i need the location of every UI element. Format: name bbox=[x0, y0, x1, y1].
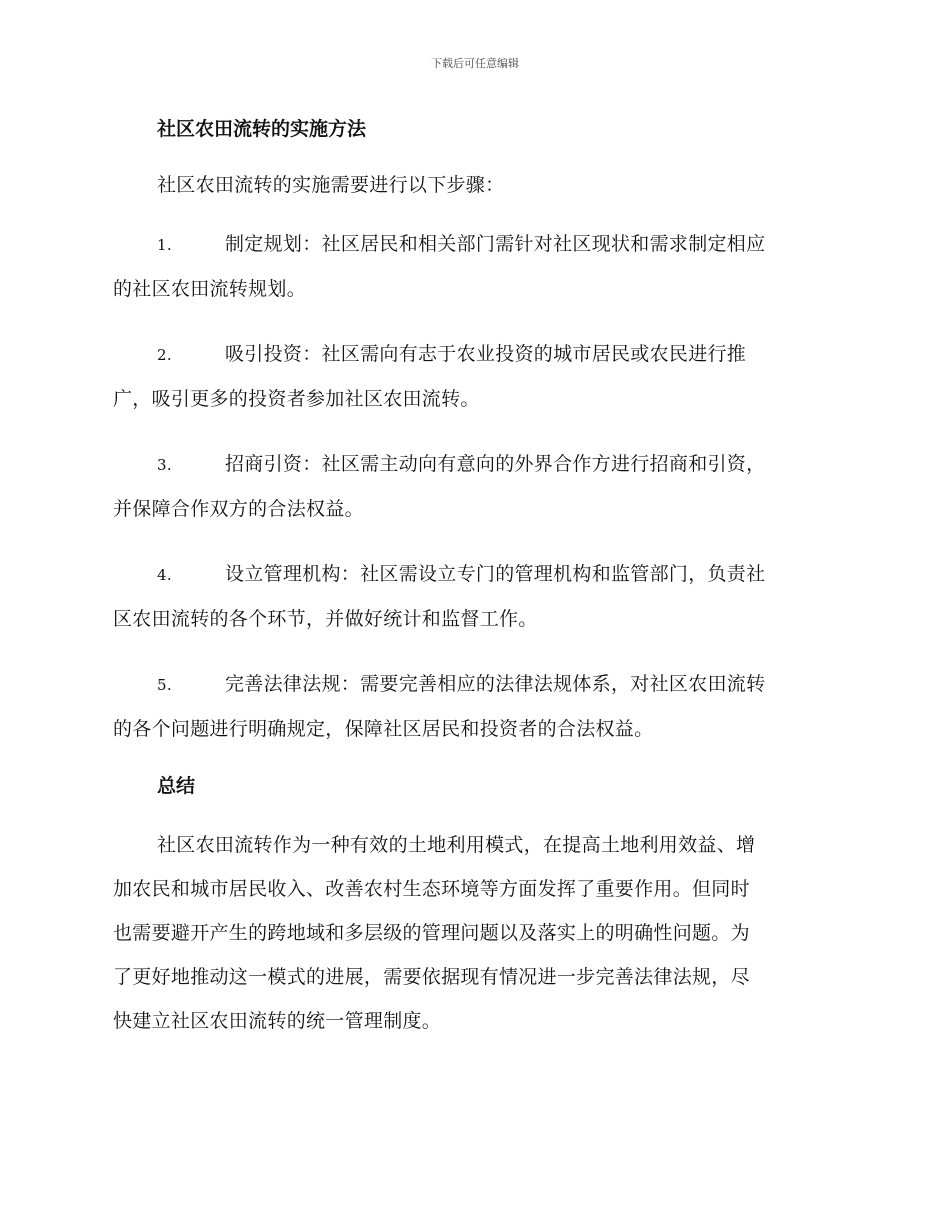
list-number: 5. bbox=[157, 676, 172, 694]
list-text-line1: 招商引资：社区需主动向有意向的外界合作方进行招商和引资， bbox=[225, 453, 766, 475]
list-text-line1: 吸引投资：社区需向有志于农业投资的城市居民或农民进行推 bbox=[225, 343, 747, 365]
list-text-line2: 的社区农田流转规划。 bbox=[113, 278, 307, 300]
list-text-line2: 的各个问题进行明确规定，保障社区居民和投资者的合法权益。 bbox=[113, 718, 654, 740]
list-number: 3. bbox=[157, 456, 172, 474]
list-text-line2: 并保障合作双方的合法权益。 bbox=[113, 498, 364, 520]
summary-line: 加农民和城市居民收入、改善农村生态环境等方面发挥了重要作用。但同时 bbox=[113, 878, 750, 900]
list-number: 4. bbox=[157, 566, 172, 584]
list-text-line1: 设立管理机构：社区需设立专门的管理机构和监管部门，负责社 bbox=[225, 563, 766, 585]
list-item bbox=[113, 222, 833, 311]
list-item bbox=[113, 332, 833, 421]
steps-list bbox=[113, 222, 833, 751]
section-heading-implementation: 社区农田流转的实施方法 bbox=[157, 118, 367, 140]
summary-line: 也需要避开产生的跨地域和多层级的管理问题以及落实上的明确性问题。为 bbox=[113, 922, 750, 944]
summary-line: 快建立社区农田流转的统一管理制度。 bbox=[113, 1010, 442, 1032]
list-text-line2: 广，吸引更多的投资者参加社区农田流转。 bbox=[113, 388, 480, 410]
list-number: 2. bbox=[157, 346, 172, 364]
document-body bbox=[113, 112, 833, 1043]
list-text-line1: 制定规划：社区居民和相关部门需针对社区现状和需求制定相应 bbox=[225, 233, 766, 255]
list-item bbox=[113, 552, 833, 641]
summary-line: 了更好地推动这一模式的进展，需要依据现有情况进一步完善法律法规，尽 bbox=[113, 966, 750, 988]
intro-paragraph: 社区农田流转的实施需要进行以下步骤： bbox=[157, 174, 505, 196]
summary-line: 社区农田流转作为一种有效的土地利用模式，在提高土地利用效益、增 bbox=[157, 834, 756, 856]
list-text-line1: 完善法律法规：需要完善相应的法律法规体系，对社区农田流转 bbox=[225, 673, 766, 695]
summary-paragraph bbox=[113, 823, 833, 1043]
list-item bbox=[113, 442, 833, 531]
list-number: 1. bbox=[157, 236, 172, 254]
section-heading-summary: 总结 bbox=[157, 775, 196, 797]
header-note: 下载后可任意编辑 bbox=[431, 57, 519, 70]
list-item bbox=[113, 662, 833, 751]
list-text-line2: 区农田流转的各个环节，并做好统计和监督工作。 bbox=[113, 608, 538, 630]
